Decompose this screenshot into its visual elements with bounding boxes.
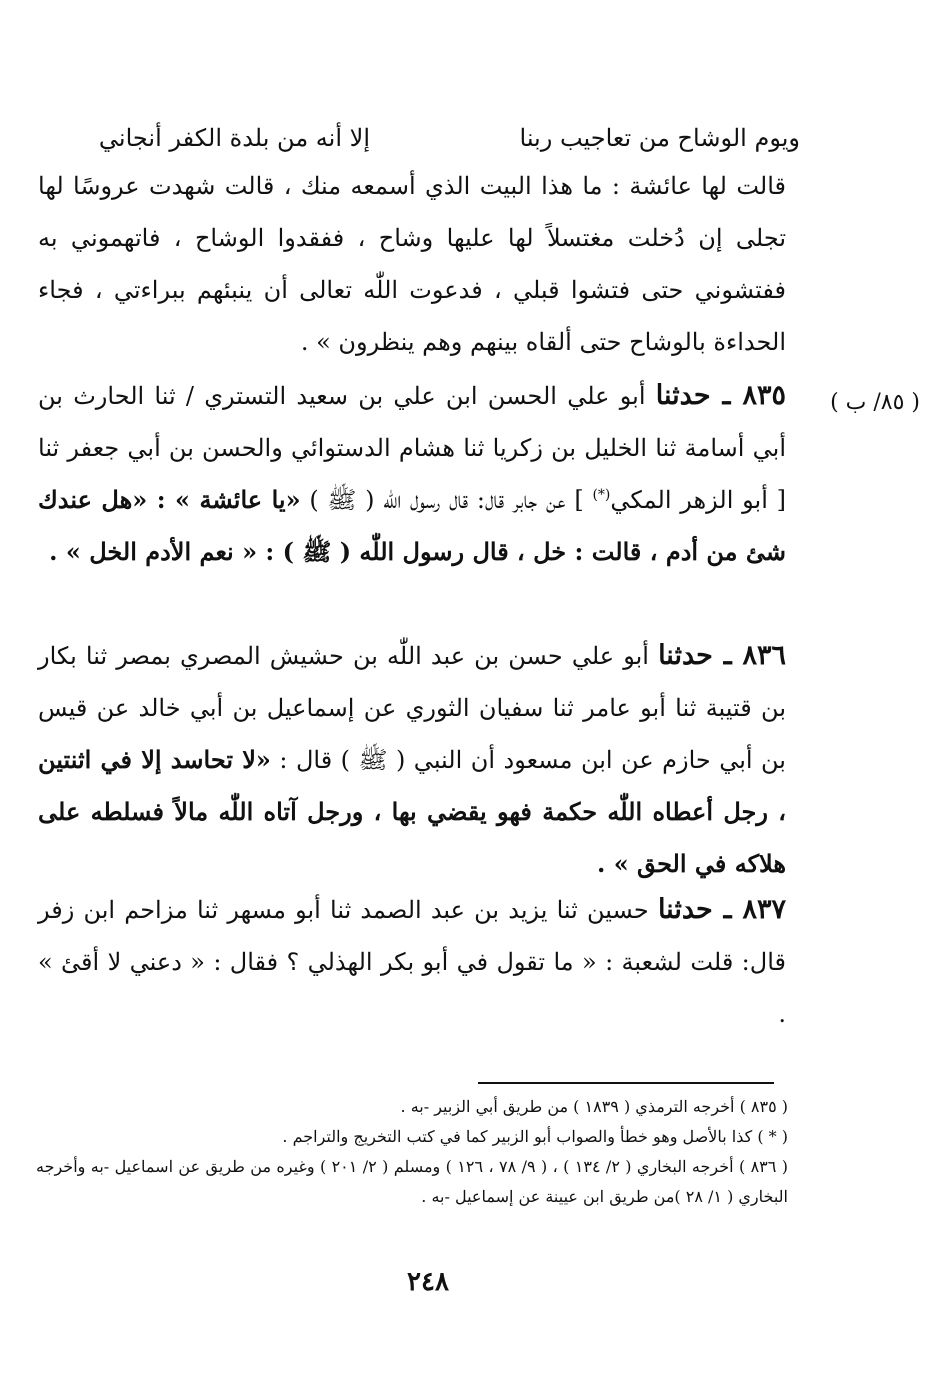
verse-second-hemistich: إلا أنه من بلدة الكفر أنجاني	[98, 124, 370, 152]
hadith-835-matn: «يا عائشة » : «هل عندك شئ من أدم ، قالت : خل ، قال رسول اللّٰه ( ﷺ ) : « نعم الأدم الخل » .	[38, 485, 786, 566]
footnote-836: ( ٨٣٦ ) أخرجه البخاري ( ٢/ ١٣٤ ) ، ( ٩/ ٧٨ ، ١٢٦ ) ومسلم ( ٢/ ٢٠١ ) وغيره من طريق عن اسماعيل -به وأخرجه البخاري ( ١/ ٢٨ )من طريق ابن عيينة عن إسماعيل -به .	[36, 1157, 788, 1206]
paragraph-aisha-story: قالت لها عائشة : ما هذا البيت الذي أسمعه منك ، قالت شهدت عروسًا لها تجلى إن دُخلت مغتسلاً لها عليها وشاح ، ففقدوا الوشاح ، فاتهموني به ففتشوني حتى فتشوا قبلي ، فدعوت اللّٰه تعالى أن ينبئهم ببراءتي ، فجاء الحداءة بالوشاح حتى ألقاه بينهم وهم ينظرون » .	[38, 172, 786, 356]
hadith-836-number: ٨٣٦ ـ حدثنا	[658, 640, 786, 671]
hadith-835	[38, 370, 786, 578]
footnote-835: ( ٨٣٥ ) أخرجه الترمذي ( ١٨٣٩ ) من طريق أبي الزبير -به .	[400, 1097, 788, 1116]
footnotes	[36, 1092, 788, 1212]
hadith-836-matn: «لا تحاسد إلا في اثنتين ، رجل أعطاه اللّٰه حكمة فهو يقضي بها ، ورجل آتاه اللّٰه مالاً فسلطه على هلاكه في الحق » .	[38, 745, 787, 878]
footnote-marker: (*)	[592, 487, 611, 503]
footnote-separator	[478, 1082, 774, 1084]
hadith-837-number: ٨٣٧ ـ حدثنا	[657, 894, 786, 925]
hadith-836	[38, 630, 786, 890]
verse-first-hemistich: ويوم الوشاح من تعاجيب ربنا	[519, 124, 800, 152]
hadith-837	[38, 884, 786, 1040]
hadith-835-chain-end: ] عن جابر قال: قال رسول اللّٰه ( ﷺ )	[309, 486, 584, 514]
footnote-asterisk: ( * ) كذا بالأصل وهو خطأ والصواب أبو الزبير كما في كتب التخريج والتراجم .	[282, 1127, 788, 1146]
manuscript-folio-note: ( ٨٥/ ب )	[830, 390, 920, 415]
poetry-verse	[40, 118, 800, 158]
page-number: ٢٤٨	[407, 1267, 449, 1297]
hadith-836-chain: أبو علي حسن بن عبد اللّٰه بن حشيش المصري بمصر ثنا بكار بن قتيبة ثنا أبو عامر ثنا سفيان الثوري عن إسماعيل بن أبي خالد عن قيس بن أبي حازم عن ابن مسعود أن النبي ( ﷺ ) قال :	[38, 642, 786, 774]
hadith-835-chain: أبو علي الحسن ابن علي بن سعيد التستري / ثنا الحارث بن أبي أسامة ثنا الخليل بن زكريا ثنا هشام الدستوائي والحسن بن أبي جعفر ثنا [ أبو الزهر المكي	[38, 382, 786, 514]
hadith-835-number: ٨٣٥ ـ حدثنا	[655, 380, 786, 411]
hadith-837-text: حسين ثنا يزيد بن عبد الصمد ثنا أبو مسهر ثنا مزاحم ابن زفر قال: قلت لشعبة : « ما تقول في أبو بكر الهذلي ؟ فقال : « دعني لا أقئ » .	[38, 896, 786, 1028]
